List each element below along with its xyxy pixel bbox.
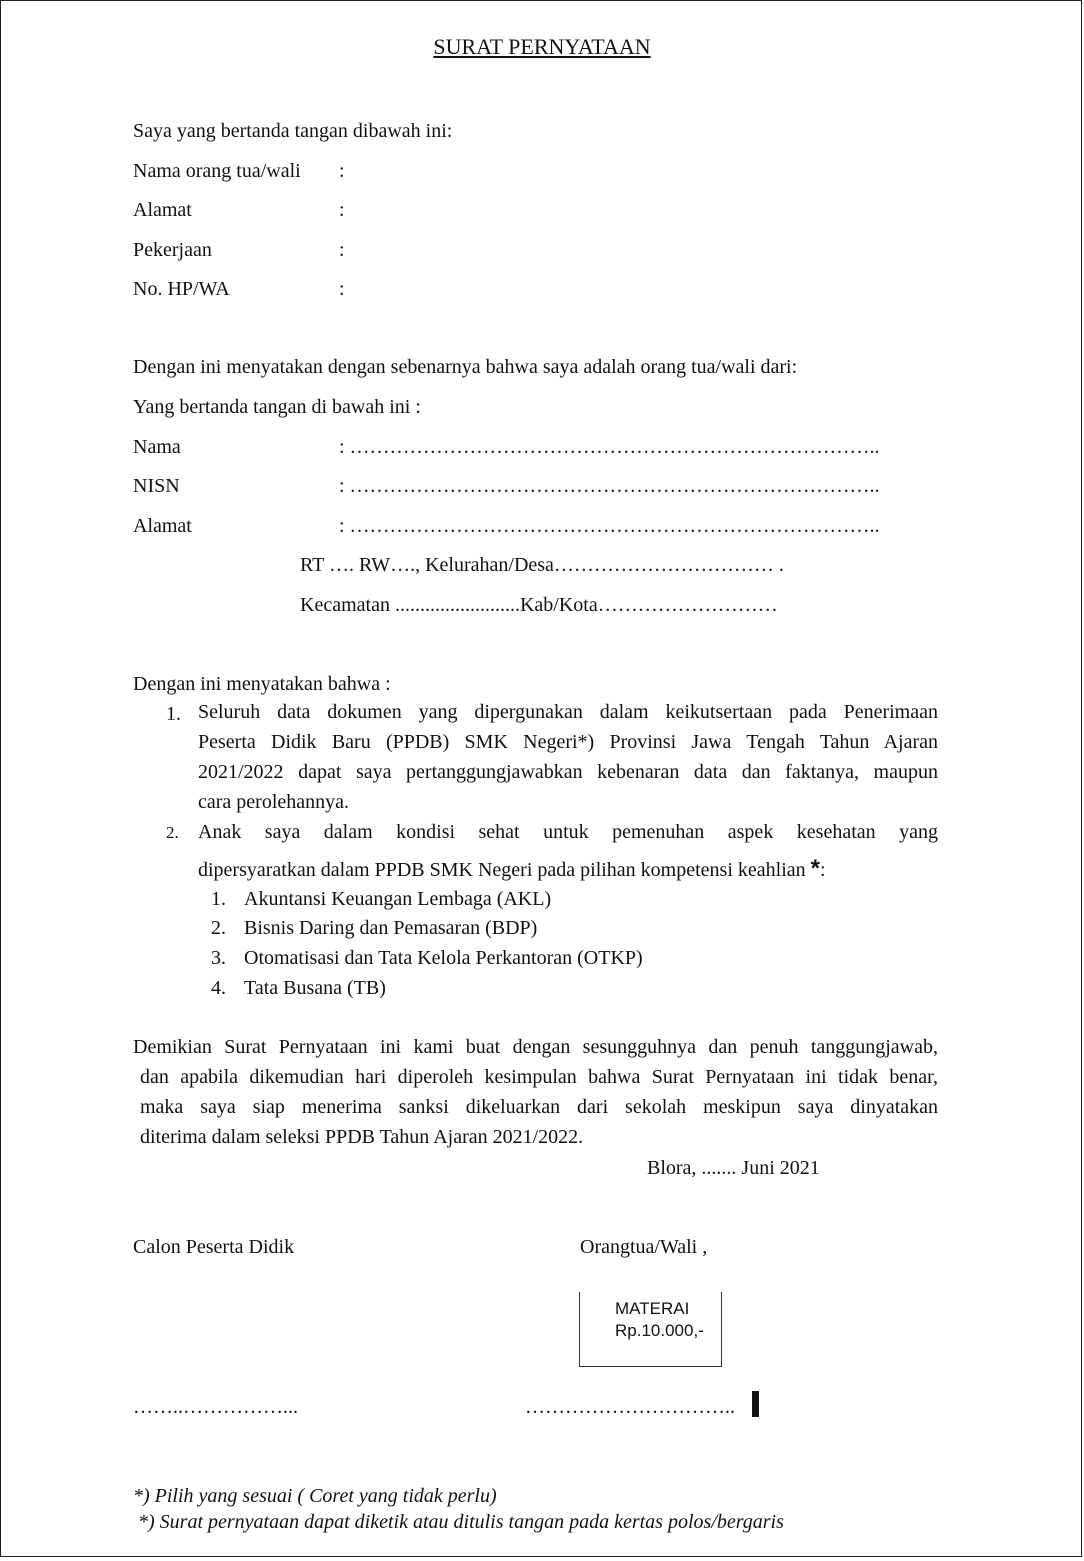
signature-student-label: Calon Peserta Didik (133, 1236, 295, 1258)
point-2-line: Anak saya dalam kondisi sehat untuk pemenuhan aspek kesehatan yang (198, 821, 938, 843)
text-cursor (752, 1391, 759, 1417)
statement-parent: Dengan ini menyatakan dengan sebenarnya bahwa saya adalah orang tua/wali dari: (133, 356, 798, 378)
field-value-student-name: : …………………………………………………………………….. (339, 436, 880, 458)
signature-student-line: ……..……………... (133, 1396, 298, 1418)
footnote: *) Surat pernyataan dapat diketik atau ditulis tangan pada kertas polos/bergaris (133, 1511, 784, 1533)
field-label-nisn: NISN (133, 475, 180, 497)
stamp-duty-box (579, 1292, 722, 1367)
intro-text: Saya yang bertanda tangan dibawah ini: (133, 120, 453, 142)
closing-line: dan apabila dikemudian hari diperoleh kesimpulan bahwa Surat Pernyataan ini tidak benar, (140, 1066, 938, 1088)
statement-signer: Yang bertanda tangan di bawah ini : (133, 396, 421, 418)
competency-item: Bisnis Daring dan Pemasaran (BDP) (244, 917, 538, 939)
point-2-line: dipersyaratkan dalam PPDB SMK Negeri pada pilihan kompetensi keahlian *: (198, 855, 826, 882)
competency-item: Akuntansi Keuangan Lembaga (AKL) (244, 888, 552, 910)
field-label-student-name: Nama (133, 436, 181, 458)
closing-line: diterima dalam seleksi PPDB Tahun Ajaran 2021/2022. (140, 1126, 584, 1148)
point-1-line: cara perolehannya. (198, 791, 350, 813)
field-label-address: Alamat (133, 199, 192, 221)
closing-line: Demikian Surat Pernyataan ini kami buat dengan sesungguhnya dan penuh tanggungjawab, (133, 1036, 938, 1058)
asterisk-mark: * (810, 855, 820, 882)
list-number: 2. (166, 823, 179, 842)
declaration-heading: Dengan ini menyatakan bahwa : (133, 673, 391, 695)
stamp-label: MATERAI (615, 1299, 690, 1318)
signature-parent-line: ………………………….. (525, 1396, 735, 1418)
list-number: 3. (211, 947, 226, 969)
point-1-line: 2021/2022 dapat saya pertanggungjawabkan kebenaran data dan faktanya, maupun (198, 761, 938, 783)
field-value-nisn: : …………………………………………………………………….. (339, 475, 880, 497)
field-separator: : (339, 278, 345, 300)
document-title: SURAT PERNYATAAN (433, 34, 651, 59)
stamp-amount: Rp.10.000,- (615, 1321, 704, 1340)
stamp-duty-text (615, 1298, 704, 1342)
signature-parent-label: Orangtua/Wali , (580, 1236, 708, 1258)
field-separator: : (339, 199, 345, 221)
field-value-student-address: : …………………………………………………………………….. (339, 515, 880, 537)
list-number: 1. (166, 703, 181, 725)
field-label-student-address: Alamat (133, 515, 192, 537)
address-rt-rw-line: RT …. RW…., Kelurahan/Desa…………………………… . (300, 554, 784, 576)
competency-item: Otomatisasi dan Tata Kelola Perkantoran (OTKP) (244, 947, 643, 969)
address-district-line: Kecamatan .........................Kab/Kota……………………… (300, 594, 778, 616)
point-1-line: Seluruh data dokumen yang dipergunakan dalam keikutsertaan pada Penerimaan (198, 701, 938, 723)
field-separator: : (339, 239, 345, 261)
list-number: 4. (211, 977, 226, 999)
date-line: Blora, ....... Juni 2021 (647, 1157, 820, 1179)
field-label-parent-name: Nama orang tua/wali (133, 160, 301, 182)
list-number: 1. (211, 888, 226, 910)
footnote: *) Pilih yang sesuai ( Coret yang tidak perlu) (133, 1485, 497, 1507)
point-1-line: Peserta Didik Baru (PPDB) SMK Negeri*) Provinsi Jawa Tengah Tahun Ajaran (198, 731, 938, 753)
field-separator: : (339, 160, 345, 182)
closing-line: maka saya siap menerima sanksi dikeluarkan dari sekolah meskipun saya dinyatakan (140, 1096, 938, 1118)
field-label-phone: No. HP/WA (133, 278, 230, 300)
field-label-occupation: Pekerjaan (133, 239, 212, 261)
list-number: 2. (211, 917, 226, 939)
competency-item: Tata Busana (TB) (244, 977, 386, 999)
